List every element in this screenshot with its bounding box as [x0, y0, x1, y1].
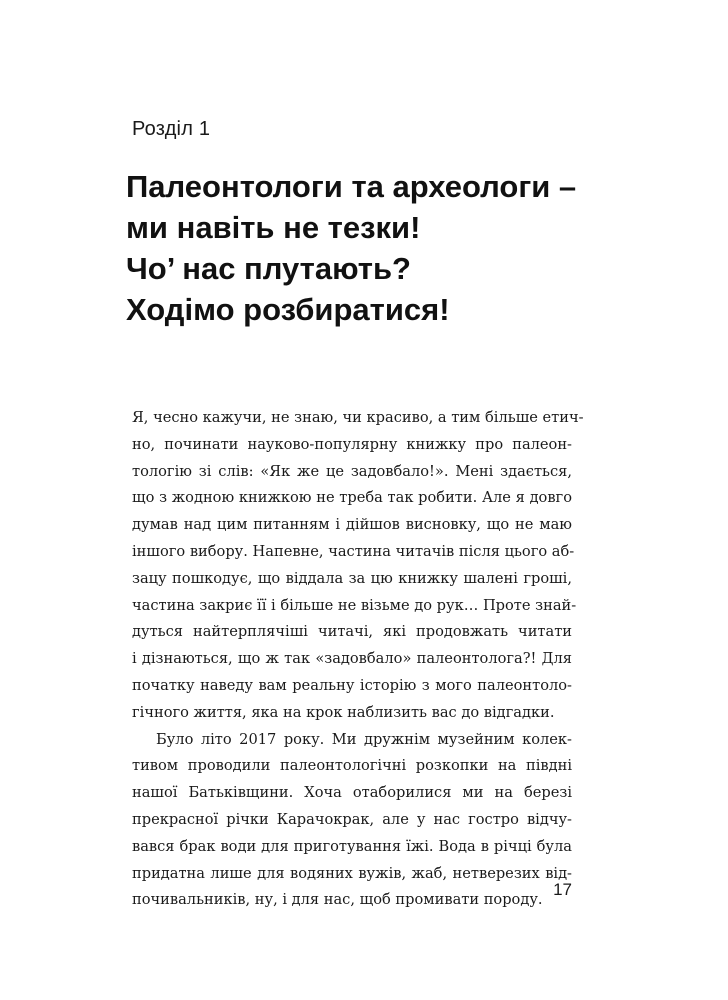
- chapter-title-line: ми навіть не тезки!: [126, 210, 421, 245]
- text-line: гічного життя, яка на крок наблизить вас до відгадки.: [132, 703, 555, 721]
- chapter-title-line: Палеонтологи та археологи –: [126, 169, 577, 204]
- text-line: Я, чесно кажучи, не знаю, чи красиво, а тим більше етич-: [132, 409, 584, 426]
- text-line: зацу пошкодує, що віддала за цю книжку шалені гроші,: [132, 569, 572, 587]
- chapter-label: Розділ 1: [132, 118, 211, 140]
- text-line: дуться найтерплячіші читачі, які продовжать читати: [132, 623, 572, 641]
- body-text: [132, 405, 584, 914]
- text-line: тологію зі слів: «Як же це задовбало!». Мені здається,: [132, 462, 572, 480]
- text-line: почивальників, ну, і для нас, щоб промивати породу.: [132, 891, 543, 909]
- paragraph-1: [132, 405, 584, 727]
- text-line: що з жодною книжкою не треба так робити. Але я довго: [132, 489, 572, 507]
- text-line: нашої Батьківщини. Хоча отаборилися ми на березі: [132, 784, 572, 802]
- text-line: прекрасної річки Карачокрак, але у нас гостро відчу-: [132, 810, 572, 828]
- chapter-title: [126, 166, 606, 330]
- page-number: 17: [553, 880, 572, 899]
- chapter-title-line: Чо’ нас плутають?: [126, 251, 411, 286]
- text-line: і дізнаються, що ж так «задовбало» палеонтолога?! Для: [132, 650, 572, 668]
- text-line: тивом проводили палеонтологічні розкопки на півдні: [132, 757, 572, 775]
- paragraph-2: [132, 727, 572, 915]
- text-line: Було літо 2017 року. Ми дружнім музейним колек-: [156, 730, 572, 748]
- text-line: думав над цим питанням і дійшов висновку, що не маю: [132, 516, 572, 534]
- text-line: іншого вибору. Напевне, частина читачів після цього аб-: [132, 542, 575, 560]
- text-line: придатна лише для водяних вужів, жаб, нетверезих від-: [132, 864, 572, 882]
- text-line: но, починати науково-популярну книжку про палеон-: [132, 435, 572, 453]
- text-line: початку наведу вам реальну історію з мого палеонтоло-: [132, 676, 572, 694]
- text-line: вався брак води для приготування їжі. Вода в річці була: [132, 837, 572, 855]
- text-line: частина закриє її і більше не візьме до рук… Проте знай-: [132, 596, 577, 614]
- chapter-title-line: Ходімо розбиратися!: [126, 292, 450, 327]
